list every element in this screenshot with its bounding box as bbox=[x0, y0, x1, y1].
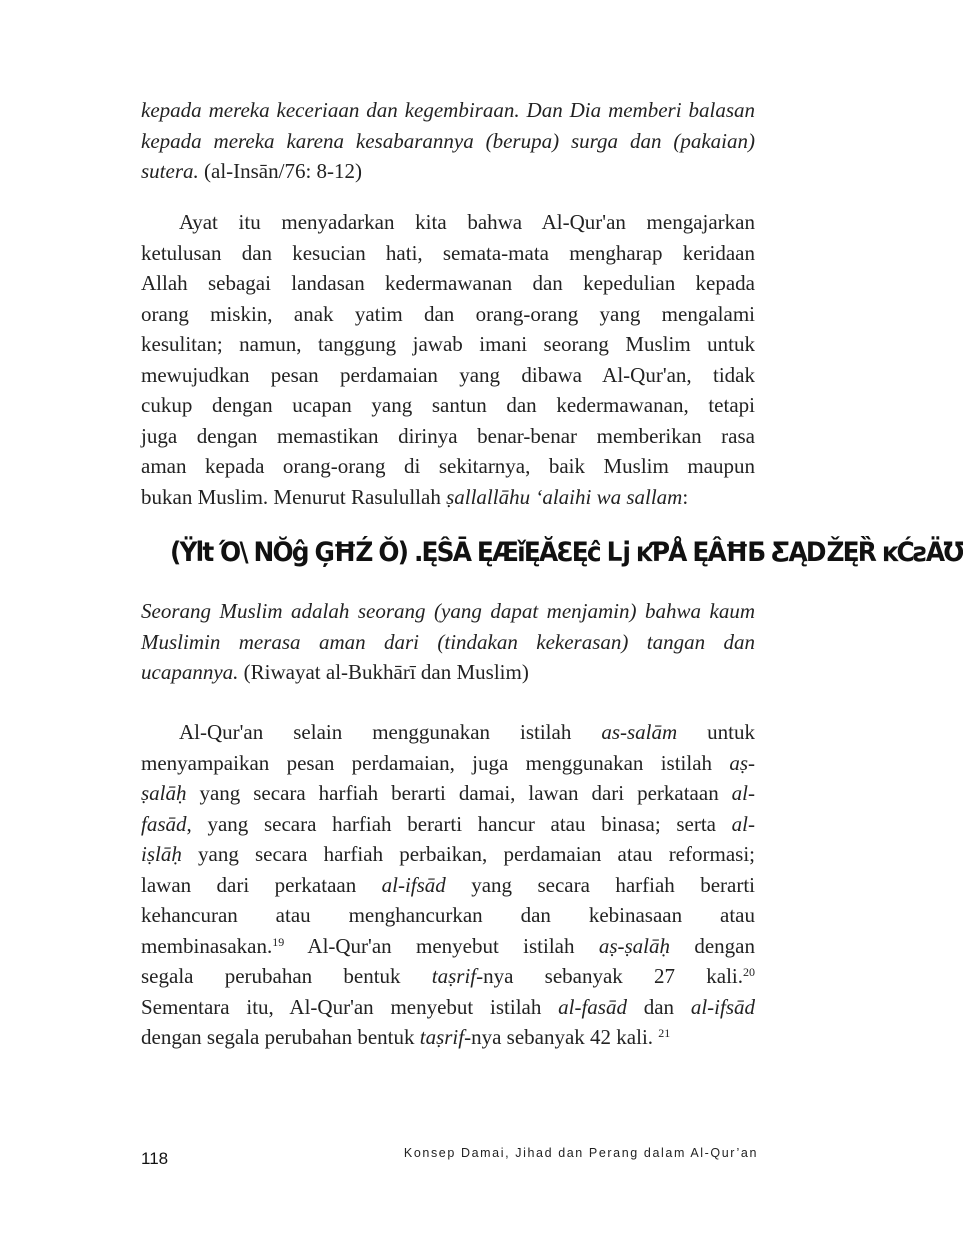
para2-line-3: ṣalāḥ yang secara harfiah berarti damai, lawan dari perkataan al- bbox=[141, 781, 755, 805]
paragraph-2 bbox=[141, 717, 755, 1053]
quote1-line-1: kepada mereka keceriaan dan kegembiraan. Dan Dia memberi balasan bbox=[141, 98, 755, 122]
para2-line-8: membinasakan.$^{19}$ Al-Qur'an menyebut istilah aṣ-ṣalāḥ dengan bbox=[141, 933, 755, 958]
para1-line-9: aman kepada orang-orang di sekitarnya, baik Muslim maupun bbox=[141, 454, 755, 478]
para1-line-10: bukan Muslim. Menurut Rasulullah ṣallallāhu ‘alaihi wa sallam: bbox=[141, 484, 689, 509]
quote-translation-2 bbox=[141, 596, 755, 688]
para1-line-2: ketulusan dan kesucian hati, semata-mata mengharap keridaan bbox=[141, 240, 755, 265]
quote2-line-3: ucapannya. (Riwayat al-Bukhārī dan Muslim) bbox=[141, 660, 529, 684]
para2-line-2: menyampaikan pesan perdamaian, juga menggunakan istilah aṣ- bbox=[141, 750, 755, 775]
para2-line-7: kehancuran atau menghancurkan dan kebinasaan atau bbox=[141, 903, 755, 927]
para1-line-4: orang miskin, anak yatim dan orang-orang yang mengalami bbox=[141, 301, 755, 326]
para2-line-5: iṣlāḥ yang secara harfiah perbaikan, perdamaian atau reformasi; bbox=[141, 842, 755, 866]
para1-line-8: juga dengan memastikan dirinya benar-benar memberikan rasa bbox=[141, 423, 755, 448]
para1-line-1: Ayat itu menyadarkan kita bahwa Al-Qur'an mengajarkan bbox=[179, 210, 755, 234]
para2-line-11: dengan segala perubahan bentuk taṣrif-nya sebanyak 42 kali. $^{21}$ bbox=[141, 1025, 671, 1049]
page-number: 118 bbox=[141, 1149, 169, 1168]
quote2-line-1: Seorang Muslim adalah seorang (yang dapat menjamin) bahwa kaum bbox=[141, 599, 755, 623]
quote1-line-3: sutera. (al-Insān/76: 8-12) bbox=[141, 159, 363, 183]
footnote-ref-21[interactable]: 21 bbox=[658, 1026, 671, 1040]
para2-line-10: Sementara itu, Al-Qur'an menyebut istilah al-fasād dan al-ifsād bbox=[141, 994, 755, 1019]
para2-line-9: segala perubahan bentuk taṣrif-nya sebanyak 27 kali.$^{20}$ bbox=[141, 964, 755, 988]
quote2-line-2: Muslimin merasa aman dari (tindakan kekerasan) tangan dan bbox=[141, 629, 755, 654]
footnote-ref-20[interactable]: 20 bbox=[743, 965, 755, 979]
para1-line-7: cukup dengan ucapan yang santun dan kedermawanan, tetapi bbox=[141, 393, 755, 417]
running-footer-title: Konsep Damai, Jihad dan Perang dalam Al-Qur’an bbox=[403, 1146, 758, 1160]
para2-line-1: Al-Qur'an selain menggunakan istilah as-salām untuk bbox=[179, 720, 755, 744]
quote-translation-1 bbox=[141, 95, 755, 187]
footnote-ref-19[interactable]: 19 bbox=[272, 934, 285, 949]
para2-line-6: lawan dari perkataan al-ifsād yang secara harfiah berarti bbox=[141, 872, 755, 897]
quote1-line-2: kepada mereka karena kesabarannya (berupa) surga dan (pakaian) bbox=[141, 128, 755, 153]
para1-line-6: mewujudkan pesan perdamaian yang dibawa Al-Qur'an, tidak bbox=[141, 362, 755, 387]
arabic-hadith-text: (Ÿlt Ό\ NŎĝ ĢĦŹ Ǒ) .ĘŜĀ ĘÆǐĘĂƐĘĉ ǈ ĸƤÅ ĘÂĦƂ ƸĄǄĘȐ ĸĆƨÄƱ bbox=[170, 537, 963, 568]
paragraph-1 bbox=[141, 207, 755, 512]
para1-line-5: kesulitan; namun, tanggung jawab imani seorang Muslim untuk bbox=[141, 332, 755, 356]
para2-line-4: fasād, yang secara harfiah berarti hancur atau binasa; serta al- bbox=[141, 811, 755, 836]
para1-line-3: Allah sebagai landasan kedermawanan dan kepedulian kepada bbox=[141, 271, 755, 295]
